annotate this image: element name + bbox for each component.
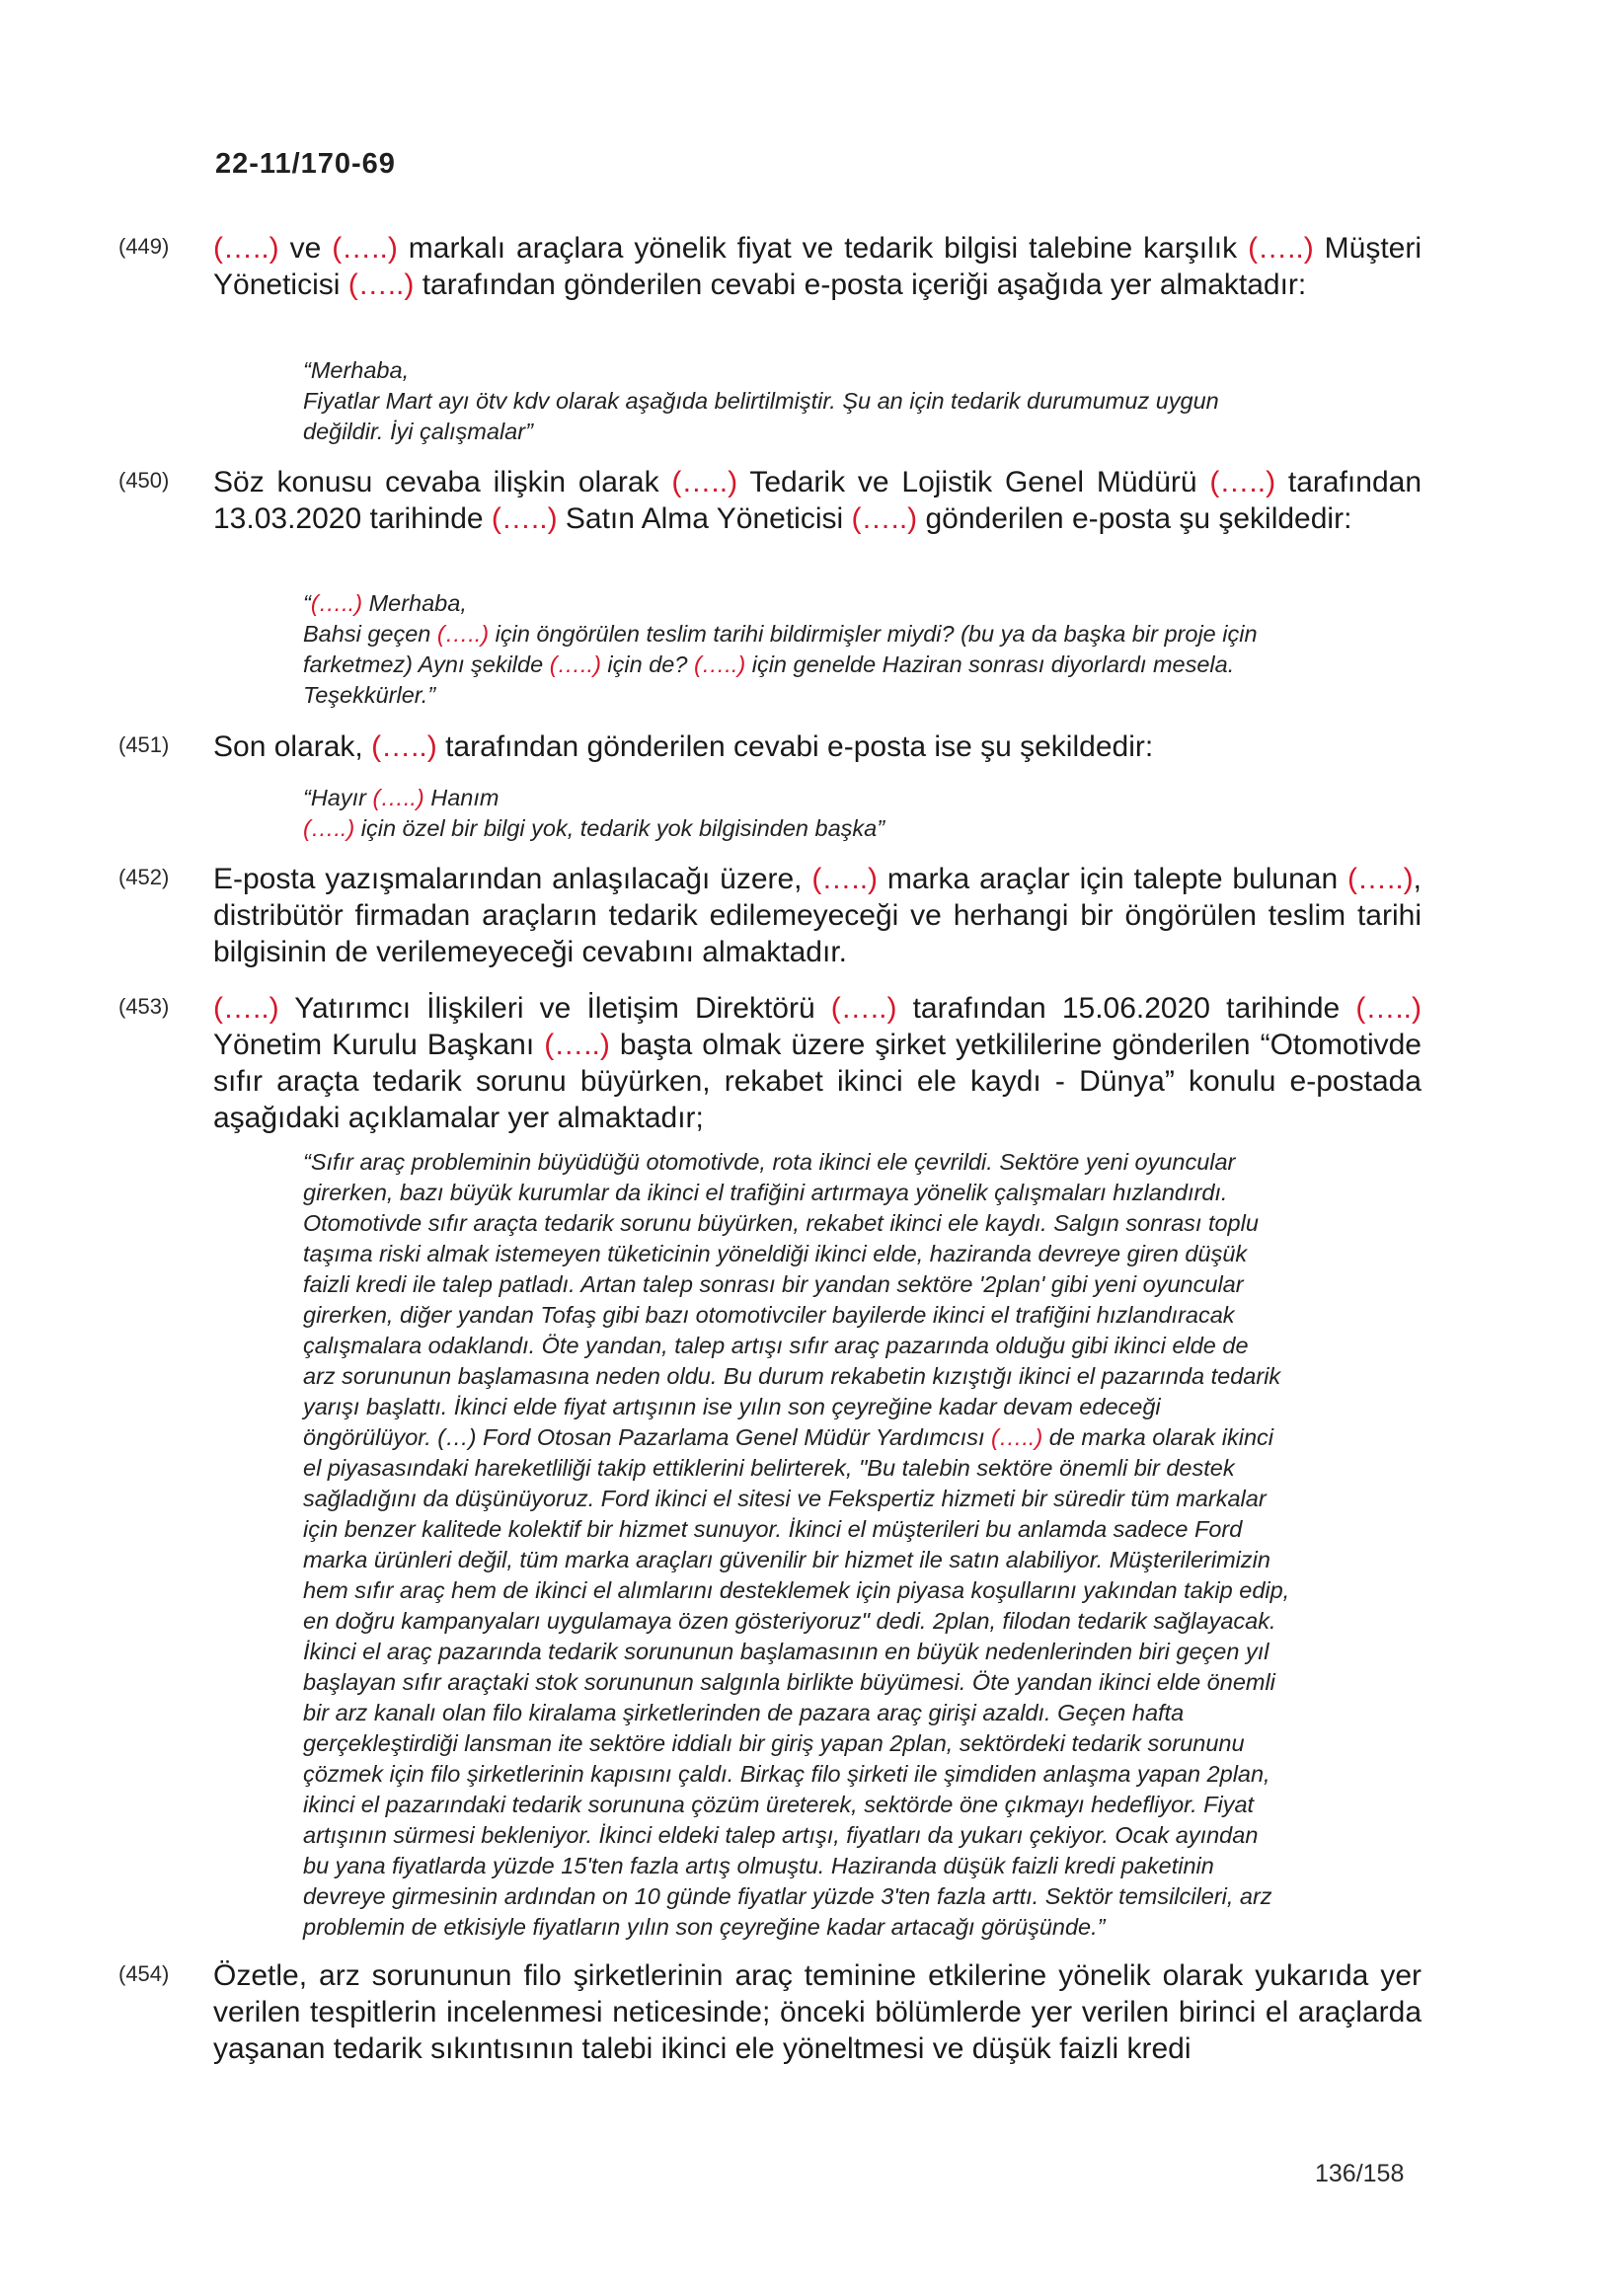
document-number: 22-11/170-69 xyxy=(215,148,396,180)
text-run: el piyasasındaki hareketliliği takip ettiklerini belirterek, "Bu talebin sektöre önemli bir destek xyxy=(303,1455,1235,1481)
quote-line xyxy=(303,1453,1409,1484)
paragraph-number: (452) xyxy=(118,865,170,889)
text-run: de marka olarak ikinci xyxy=(1042,1424,1274,1450)
text-run: Merhaba, xyxy=(362,590,467,616)
text-run: başta olmak üzere şirket yetkililerine gönderilen “Otomotivde sıfır araçta tedarik sorunu büyürken, rekabet ikinci ele kaydı - Dünya” konulu e-postada aşağıdaki açıklamalar yer almaktadır; xyxy=(213,1029,1422,1134)
redaction-mark: (…..) xyxy=(1347,863,1414,895)
quote-line xyxy=(303,1545,1409,1575)
email-quote-450 xyxy=(303,588,1409,711)
quote-line xyxy=(303,417,1409,447)
page-number: 136/158 xyxy=(1315,2160,1405,2187)
redaction-mark: (…..) xyxy=(851,502,918,535)
text-run: için özel bir bilgi yok, tedarik yok bilgisinden başka” xyxy=(354,815,885,841)
redaction-mark: (…..) xyxy=(549,651,601,677)
redaction-mark: (…..) xyxy=(830,992,897,1025)
quote-line xyxy=(303,1147,1409,1178)
text-run: Yönetim Kurulu Başkanı xyxy=(213,1029,545,1061)
email-quote-449 xyxy=(303,355,1409,447)
paragraph-454 xyxy=(118,1957,1422,2067)
text-run: tarafından gönderilen cevabi e-posta içeriği aşağıda yer almaktadır: xyxy=(414,268,1307,301)
quote-line xyxy=(303,1361,1409,1392)
text-run: Tedarik ve Lojistik Genel Müdürü xyxy=(737,466,1210,498)
redaction-mark: (…..) xyxy=(1355,992,1422,1025)
text-run: farketmez) Aynı şekilde xyxy=(303,651,550,677)
text-run: ve xyxy=(278,232,333,265)
paragraph-text xyxy=(213,464,1422,537)
redaction-mark: (…..) xyxy=(544,1029,610,1061)
text-run: “ xyxy=(303,590,311,616)
quote-line xyxy=(303,1208,1409,1239)
text-run: Satın Alma Yöneticisi xyxy=(557,502,852,535)
paragraph-text xyxy=(213,1957,1422,2067)
text-run: E-posta yazışmalarından anlaşılacağı üzere, xyxy=(213,863,812,895)
email-quote-451 xyxy=(303,783,1409,844)
text-run: için genelde Haziran sonrası diyorlardı mesela. xyxy=(745,651,1235,677)
redaction-mark: (…..) xyxy=(213,992,279,1025)
text-run: , distribütör firmadan araçların tedarik edilemeyeceği ve herhangi bir öngörülen teslim tarihi bilgisinin de verilemeyeceği cevabını almaktadır. xyxy=(213,863,1423,968)
quote-line xyxy=(303,1514,1409,1545)
quote-line xyxy=(303,619,1409,650)
quote-line xyxy=(303,1912,1409,1943)
text-run: girerken, diğer yandan Tofaş gibi bazı otomotivciler bayilerde ikinci el trafiğini hızlandıracak xyxy=(303,1302,1235,1328)
text-run: “Hayır xyxy=(303,785,373,810)
quote-line xyxy=(303,1851,1409,1881)
text-run: gönderilen e-posta şu şekildedir: xyxy=(917,502,1352,535)
quote-line xyxy=(303,650,1409,680)
paragraph-text xyxy=(213,230,1422,303)
paragraph-number: (453) xyxy=(118,994,170,1019)
quote-line xyxy=(303,1881,1409,1912)
redaction-mark: (…..) xyxy=(671,466,738,498)
quote-line xyxy=(303,1484,1409,1514)
text-run: Bahsi geçen xyxy=(303,621,437,647)
paragraph-number: (450) xyxy=(118,468,170,493)
redaction-mark: (…..) xyxy=(310,590,363,616)
text-run: Müşteri Yöneticisi xyxy=(213,232,1423,301)
text-run: taşıma riski almak istemeyen tüketicinin yöneldiği ikinci elde, haziranda devreye giren düşük xyxy=(303,1241,1248,1266)
text-run: Özetle, arz sorununun filo şirketlerinin araç teminine etkilerine yönelik olarak yukarıda yer verilen tespitlerin incelenmesi neticesinde; önceki bölümlerde yer verilen birinci el araçlarda yaşanan tedarik sıkıntısının talebi ikinci ele yöneltmesi ve düşük faizli kredi xyxy=(213,1959,1422,2065)
text-run: Son olarak, xyxy=(213,730,372,763)
text-run: değildir. İyi çalışmalar” xyxy=(303,419,533,444)
text-run: tarafından gönderilen cevabi e-posta ise şu şekildedir: xyxy=(436,730,1154,763)
text-run: çözmek için filo şirketlerinin kapısını çaldı. Birkaç filo şirketi ile şimdiden anlaşma yapan 2plan, xyxy=(303,1761,1270,1787)
text-run: Otomotivde sıfır araçta tedarik sorunu büyürken, rekabet ikinci ele kaydı. Salgın sonrası toplu xyxy=(303,1210,1259,1236)
text-run: çalışmalara odaklandı. Öte yandan, talep artışı sıfır araç pazarında olduğu gibi ikinci elde de xyxy=(303,1333,1249,1358)
paragraph-number: (454) xyxy=(118,1961,170,1986)
quote-line xyxy=(303,813,1409,844)
text-run: yarışı başlattı. İkinci elde fiyat artışının ise yılın son çeyreğine kadar devam edeceği xyxy=(303,1394,1161,1419)
quote-line xyxy=(303,1422,1409,1453)
text-run: başlayan sıfır araçtaki stok sorununun salgınla birlikte büyümesi. Öte yandan ikinci elde önemli xyxy=(303,1669,1275,1695)
quote-line xyxy=(303,1728,1409,1759)
redaction-mark: (…..) xyxy=(811,863,879,895)
redaction-mark: (…..) xyxy=(991,1424,1043,1450)
text-run: gerçekleştirdiği lansman ite sektöre iddialı bir giriş yapan 2plan, sektördeki tedarik sorununu xyxy=(303,1730,1245,1756)
text-run: marka araçlar için talepte bulunan xyxy=(878,863,1348,895)
text-run: devreye girmesinin ardından on 10 günde fiyatlar yüzde 3'ten fazla arttı. Sektör temsilcileri, arz xyxy=(303,1883,1272,1909)
paragraph-text xyxy=(213,728,1422,765)
text-run: için de? xyxy=(600,651,694,677)
quote-line xyxy=(303,1606,1409,1637)
text-run: İkinci el araç pazarında tedarik sorununun başlamasının en büyük nedenlerinden biri geçen yıl xyxy=(303,1639,1269,1664)
quote-line xyxy=(303,1300,1409,1331)
paragraph-449 xyxy=(118,230,1422,303)
quote-line xyxy=(303,1392,1409,1422)
paragraph-451 xyxy=(118,728,1422,765)
text-run: Fiyatlar Mart ayı ötv kdv olarak aşağıda belirtilmiştir. Şu an için tedarik durumumuz uygun xyxy=(303,388,1219,414)
quote-line xyxy=(303,355,1409,386)
paragraph-453 xyxy=(118,990,1422,1136)
paragraph-number: (451) xyxy=(118,732,170,757)
quote-line xyxy=(303,1575,1409,1606)
paragraph-text xyxy=(213,990,1422,1136)
quote-line xyxy=(303,680,1409,711)
redaction-mark: (…..) xyxy=(347,268,415,301)
text-run: Hanım xyxy=(423,785,500,810)
redaction-mark: (…..) xyxy=(491,502,558,535)
quote-line xyxy=(303,1178,1409,1208)
text-run: Söz konusu cevaba ilişkin olarak xyxy=(213,466,672,498)
redaction-mark: (…..) xyxy=(1209,466,1276,498)
text-run: “Sıfır araç probleminin büyüdüğü otomotivde, rota ikinci ele çevrildi. Sektöre yeni oyuncular xyxy=(303,1149,1236,1175)
paragraph-450 xyxy=(118,464,1422,537)
quote-line xyxy=(303,1637,1409,1667)
quote-line xyxy=(303,1790,1409,1820)
text-run: bu yana fiyatlarda yüzde 15'ten fazla artış olmuştu. Haziranda düşük faizli kredi paketinin xyxy=(303,1853,1214,1878)
text-run: öngörülüyor. (…) Ford Otosan Pazarlama Genel Müdür Yardımcısı xyxy=(303,1424,992,1450)
quote-line xyxy=(303,1759,1409,1790)
paragraph-text xyxy=(213,861,1422,970)
text-run: Teşekkürler.” xyxy=(303,682,436,708)
news-quote-453 xyxy=(303,1147,1409,1943)
paragraph-452 xyxy=(118,861,1422,970)
redaction-mark: (…..) xyxy=(436,621,490,647)
redaction-mark: (…..) xyxy=(1248,232,1314,265)
text-run: için öngörülen teslim tarihi bildirmişler miydi? (bu ya da başka bir proje için xyxy=(489,621,1258,647)
text-run: en doğru kampanyaları uygulamaya özen gösteriyoruz" dedi. 2plan, filodan tedarik sağlayacak. xyxy=(303,1608,1276,1634)
text-run: artışının sürmesi bekleniyor. İkinci eldeki talep artışı, fiyatları da yukarı çekiyor. Ocak ayından xyxy=(303,1822,1259,1848)
text-run: arz sorununun başlamasına neden oldu. Bu durum rekabetin kızıştığı ikinci el pazarında tedarik xyxy=(303,1363,1281,1389)
text-run: hem sıfır araç hem de ikinci el alımlarını desteklemek için piyasa koşullarını yakından takip edip, xyxy=(303,1577,1290,1603)
quote-line xyxy=(303,386,1409,417)
redaction-mark: (…..) xyxy=(371,730,437,763)
quote-line xyxy=(303,1698,1409,1728)
text-run: tarafından 15.06.2020 tarihinde xyxy=(896,992,1356,1025)
quote-line xyxy=(303,1667,1409,1698)
quote-line xyxy=(303,1820,1409,1851)
text-run: tarafından 13.03.2020 tarihinde xyxy=(213,466,1422,535)
quote-line xyxy=(303,783,1409,813)
redaction-mark: (…..) xyxy=(332,232,398,265)
redaction-mark: (…..) xyxy=(372,785,424,810)
redaction-mark: (…..) xyxy=(303,815,355,841)
text-run: Yatırımcı İlişkileri ve İletişim Direktörü xyxy=(278,992,831,1025)
text-run: “Merhaba, xyxy=(303,357,410,383)
text-run: ikinci el pazarındaki tedarik sorununa çözüm üreterek, sektörde öne çıkmayı hedefliyor. Fiyat xyxy=(303,1792,1255,1817)
quote-line xyxy=(303,1239,1409,1269)
text-run: problemin de etkisiyle fiyatların yılın son çeyreğine kadar artacağı görüşünde.” xyxy=(303,1914,1106,1940)
text-run: için benzer kalitede kolektif bir hizmet sunuyor. İkinci el müşterileri bu anlamda sadece Ford xyxy=(303,1516,1243,1542)
redaction-mark: (…..) xyxy=(693,651,746,677)
quote-line xyxy=(303,1269,1409,1300)
text-run: girerken, bazı büyük kurumlar da ikinci el trafiğini artırmaya yönelik çalışmaları hızlandırdı. xyxy=(303,1180,1228,1205)
text-run: faizli kredi ile talep patladı. Artan talep sonrası bir yandan sektöre '2plan' gibi yeni oyuncular xyxy=(303,1271,1244,1297)
paragraph-number: (449) xyxy=(118,234,170,259)
redaction-mark: (…..) xyxy=(213,232,279,265)
text-run: sağladığını da düşünüyoruz. Ford ikinci el sitesi ve Fekspertiz hizmeti bir süredir tüm markalar xyxy=(303,1486,1267,1511)
text-run: bir arz kanalı olan filo kiralama şirketlerinden de pazara araç girişi azaldı. Geçen hafta xyxy=(303,1700,1185,1725)
text-run: marka ürünleri değil, tüm marka araçları güvenilir bir hizmet ile satın alabiliyor. Müşterilerimizin xyxy=(303,1547,1270,1572)
quote-line xyxy=(303,588,1409,619)
text-run: markalı araçlara yönelik fiyat ve tedarik bilgisi talebine karşılık xyxy=(397,232,1249,265)
quote-line xyxy=(303,1331,1409,1361)
